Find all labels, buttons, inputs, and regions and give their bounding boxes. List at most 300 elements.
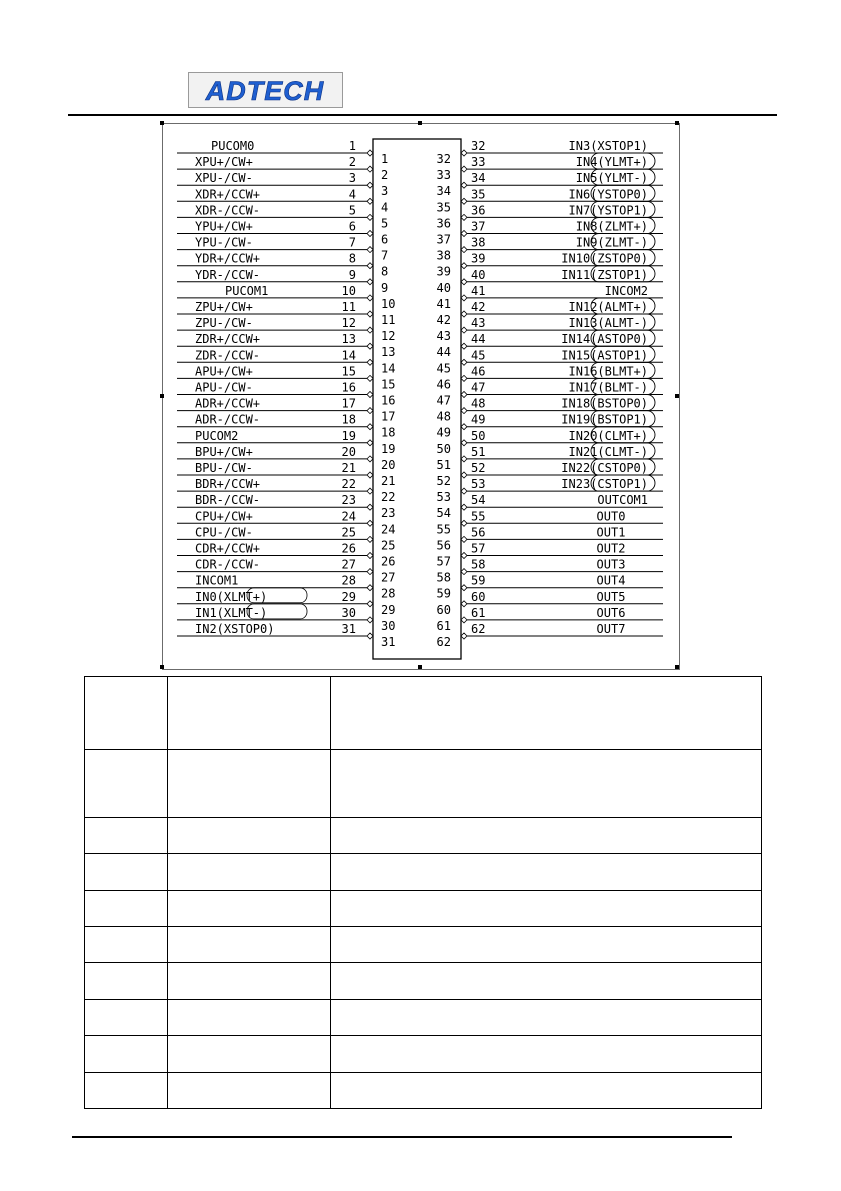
pin-number-inner-58: 58 xyxy=(436,570,451,585)
pin-number-outer-43: 43 xyxy=(471,316,486,331)
pin-terminal-left-11 xyxy=(367,311,373,317)
pin-number-inner-35: 35 xyxy=(436,200,451,215)
pin-number-inner-59: 59 xyxy=(436,586,451,601)
pin-label-left-13: ZDR+/CCW+ xyxy=(195,332,261,347)
pin-number-inner-49: 49 xyxy=(436,425,451,440)
pin-label-left-2: XPU+/CW+ xyxy=(195,155,253,170)
pin-label-right-37: IN8(ZLMT+) xyxy=(575,219,648,234)
pin-label-left-7: YPU-/CW- xyxy=(195,235,253,250)
pin-number-inner-54: 54 xyxy=(436,506,451,521)
table-row xyxy=(85,854,762,890)
pin-label-left-22: BDR+/CCW+ xyxy=(195,477,261,492)
pin-terminal-left-13 xyxy=(367,343,373,349)
table-cell xyxy=(168,749,331,817)
pin-label-right-43: IN13(ALMT-) xyxy=(568,316,648,331)
table-row xyxy=(85,818,762,854)
pin-terminal-right-54 xyxy=(461,504,467,510)
table-cell xyxy=(85,890,168,926)
selection-handle-ml xyxy=(160,394,164,398)
pin-terminal-right-50 xyxy=(461,440,467,446)
pin-terminal-right-48 xyxy=(461,408,467,414)
table-row xyxy=(85,1072,762,1108)
pin-label-left-26: CDR+/CCW+ xyxy=(195,541,261,556)
pin-number-inner-4: 4 xyxy=(381,200,389,215)
table-cell xyxy=(85,999,168,1035)
pin-number-inner-5: 5 xyxy=(381,216,389,231)
pin-terminal-right-59 xyxy=(461,585,467,591)
pin-number-outer-5: 5 xyxy=(348,203,356,218)
pin-number-inner-24: 24 xyxy=(381,522,396,537)
pin-number-inner-46: 46 xyxy=(436,377,451,392)
pin-number-outer-41: 41 xyxy=(471,283,486,298)
table-cell xyxy=(331,818,762,854)
pin-number-outer-35: 35 xyxy=(471,187,486,202)
pin-number-outer-27: 27 xyxy=(341,557,356,572)
pin-terminal-left-30 xyxy=(367,617,373,623)
pin-label-right-38: IN9(ZLMT-) xyxy=(575,235,648,250)
pin-number-inner-2: 2 xyxy=(381,168,389,183)
table-cell xyxy=(85,854,168,890)
pin-number-outer-6: 6 xyxy=(348,219,356,234)
pin-number-inner-47: 47 xyxy=(436,393,451,408)
pin-label-right-51: IN21(CLMT-) xyxy=(568,444,648,459)
pin-number-inner-25: 25 xyxy=(381,538,396,553)
pin-terminal-left-8 xyxy=(367,263,373,269)
pin-number-outer-36: 36 xyxy=(471,203,486,218)
pin-number-inner-6: 6 xyxy=(381,232,389,247)
pin-label-right-53: IN23(CSTOP1) xyxy=(561,477,648,492)
table-cell xyxy=(168,1072,331,1108)
pin-number-inner-27: 27 xyxy=(381,570,396,585)
pin-terminal-right-57 xyxy=(461,553,467,559)
pin-terminal-right-61 xyxy=(461,617,467,623)
pin-label-right-61: OUT6 xyxy=(596,605,626,620)
pin-terminal-right-46 xyxy=(461,375,467,381)
pin-number-inner-13: 13 xyxy=(381,345,396,360)
pin-number-outer-28: 28 xyxy=(341,573,356,588)
table-row xyxy=(85,749,762,817)
pin-number-inner-42: 42 xyxy=(436,313,451,327)
pin-number-inner-52: 52 xyxy=(436,474,451,488)
pin-label-right-50: IN20(CLMT+) xyxy=(568,428,648,443)
pin-number-outer-7: 7 xyxy=(348,235,356,250)
pin-label-right-45: IN15(ASTOP1) xyxy=(561,348,648,363)
pin-terminal-left-25 xyxy=(367,536,373,542)
pin-number-outer-45: 45 xyxy=(471,348,486,363)
pin-number-inner-14: 14 xyxy=(381,361,396,376)
pin-number-outer-30: 30 xyxy=(341,605,356,620)
pin-label-left-6: YPU+/CW+ xyxy=(195,219,253,234)
pin-number-inner-8: 8 xyxy=(381,264,389,279)
pin-label-left-11: ZPU+/CW+ xyxy=(195,300,253,314)
table-cell xyxy=(331,677,762,750)
pin-terminal-right-49 xyxy=(461,424,467,430)
pin-label-right-48: IN18(BSTOP0) xyxy=(561,396,648,411)
pin-number-inner-18: 18 xyxy=(381,425,396,440)
pin-number-outer-31: 31 xyxy=(341,622,356,636)
pin-number-inner-57: 57 xyxy=(436,554,451,569)
pin-label-right-41: INCOM2 xyxy=(604,283,648,298)
pin-number-inner-28: 28 xyxy=(381,586,396,601)
pin-terminal-right-36 xyxy=(461,214,467,220)
pin-number-inner-38: 38 xyxy=(436,248,451,263)
table-row xyxy=(85,1036,762,1072)
pin-terminal-right-43 xyxy=(461,327,467,333)
pin-label-right-49: IN19(BSTOP1) xyxy=(561,412,648,427)
pin-label-right-62: OUT7 xyxy=(596,622,626,636)
header-rule xyxy=(68,114,777,116)
pin-label-right-59: OUT4 xyxy=(596,573,626,588)
table-cell xyxy=(168,677,331,750)
pin-number-inner-15: 15 xyxy=(381,377,396,392)
adtech-logo-graphic xyxy=(189,73,342,107)
pin-number-outer-48: 48 xyxy=(471,396,486,411)
pin-number-inner-60: 60 xyxy=(436,602,451,617)
table-row xyxy=(85,890,762,926)
table-row xyxy=(85,999,762,1035)
pin-label-left-30: IN1(XLMT-) xyxy=(195,605,268,620)
pin-label-right-40: IN11(ZSTOP1) xyxy=(561,267,648,282)
pin-number-outer-19: 19 xyxy=(341,428,356,443)
pin-label-left-4: XDR+/CCW+ xyxy=(195,187,261,202)
table-cell xyxy=(331,927,762,963)
pin-terminal-right-38 xyxy=(461,247,467,253)
table-cell xyxy=(85,818,168,854)
pin-label-left-24: CPU+/CW+ xyxy=(195,509,253,524)
pin-label-right-33: IN4(YLMT+) xyxy=(575,155,648,170)
pin-number-outer-55: 55 xyxy=(471,509,486,524)
pin-number-outer-10: 10 xyxy=(341,283,356,298)
pin-label-left-28: INCOM1 xyxy=(195,573,239,588)
table-cell xyxy=(168,854,331,890)
pin-number-outer-13: 13 xyxy=(341,332,356,347)
pin-terminal-left-16 xyxy=(367,392,373,398)
pin-number-inner-29: 29 xyxy=(381,602,396,617)
pin-label-left-17: ADR+/CCW+ xyxy=(195,396,261,411)
pin-label-right-35: IN6(YSTOP0) xyxy=(568,187,648,202)
pin-number-outer-59: 59 xyxy=(471,573,486,588)
pin-terminal-left-5 xyxy=(367,214,373,220)
pin-label-left-1: PUCOM0 xyxy=(211,139,255,153)
pin-number-inner-9: 9 xyxy=(381,280,389,295)
pin-terminal-left-26 xyxy=(367,553,373,559)
table-cell xyxy=(85,1036,168,1072)
pin-terminal-right-33 xyxy=(461,166,467,172)
pin-number-inner-50: 50 xyxy=(436,441,451,456)
pin-label-right-56: OUT1 xyxy=(596,525,626,540)
pin-label-left-18: ADR-/CCW- xyxy=(195,412,261,427)
pin-number-inner-62: 62 xyxy=(436,635,451,649)
pin-label-right-54: OUTCOM1 xyxy=(597,493,648,508)
pin-number-inner-40: 40 xyxy=(436,280,451,295)
table-cell xyxy=(168,818,331,854)
pin-terminal-left-20 xyxy=(367,456,373,462)
pin-number-outer-39: 39 xyxy=(471,251,486,266)
pin-label-right-58: OUT3 xyxy=(596,557,626,572)
pin-number-inner-55: 55 xyxy=(436,522,451,537)
pin-terminal-left-22 xyxy=(367,488,373,494)
pin-number-inner-48: 48 xyxy=(436,409,451,424)
pin-terminal-right-51 xyxy=(461,456,467,462)
adtech-logo xyxy=(188,72,343,108)
pin-number-outer-32: 32 xyxy=(471,139,486,153)
table-cell xyxy=(331,890,762,926)
pin-number-inner-34: 34 xyxy=(436,184,451,199)
table-cell xyxy=(85,677,168,750)
pin-terminal-left-17 xyxy=(367,408,373,414)
pin-terminal-right-62 xyxy=(461,633,467,639)
pin-terminal-right-37 xyxy=(461,231,467,237)
pin-number-inner-39: 39 xyxy=(436,264,451,279)
footer-rule xyxy=(72,1136,732,1138)
pin-terminal-left-21 xyxy=(367,472,373,478)
pin-number-outer-12: 12 xyxy=(341,316,356,331)
pin-number-inner-12: 12 xyxy=(381,329,396,344)
selection-handle-mr xyxy=(675,394,679,398)
pin-number-outer-38: 38 xyxy=(471,235,486,250)
pin-terminal-left-2 xyxy=(367,166,373,172)
pin-label-left-14: ZDR-/CCW- xyxy=(195,348,261,363)
pin-terminal-left-1 xyxy=(367,150,373,156)
pin-number-outer-14: 14 xyxy=(341,348,356,363)
pin-label-left-16: APU-/CW- xyxy=(195,380,253,395)
pin-terminal-left-4 xyxy=(367,198,373,204)
pin-terminal-right-32 xyxy=(461,150,467,156)
pin-label-left-29: IN0(XLMT+) xyxy=(195,589,268,604)
pin-terminal-right-40 xyxy=(461,279,467,285)
pin-number-inner-16: 16 xyxy=(381,393,396,408)
pin-terminal-right-47 xyxy=(461,392,467,398)
pin-terminal-left-10 xyxy=(367,295,373,301)
pin-terminal-right-34 xyxy=(461,182,467,188)
table-cell xyxy=(331,963,762,999)
pin-terminal-left-14 xyxy=(367,359,373,365)
pin-label-left-27: CDR-/CCW- xyxy=(195,557,261,572)
pin-label-right-46: IN16(BLMT+) xyxy=(568,364,648,379)
pin-terminal-left-9 xyxy=(367,279,373,285)
table-row xyxy=(85,677,762,750)
pin-label-left-21: BPU-/CW- xyxy=(195,461,253,475)
pin-number-outer-20: 20 xyxy=(341,444,356,459)
pin-number-inner-32: 32 xyxy=(436,152,451,166)
pin-terminal-left-28 xyxy=(367,585,373,591)
pin-number-outer-47: 47 xyxy=(471,380,486,395)
pin-number-outer-42: 42 xyxy=(471,300,486,314)
pin-description-table xyxy=(84,676,762,1109)
pin-label-left-8: YDR+/CCW+ xyxy=(195,251,261,266)
pin-number-inner-36: 36 xyxy=(436,216,451,231)
pin-number-outer-57: 57 xyxy=(471,541,486,556)
pin-number-outer-9: 9 xyxy=(348,267,356,282)
pin-terminal-right-44 xyxy=(461,343,467,349)
pin-number-inner-10: 10 xyxy=(381,296,396,311)
pin-number-outer-62: 62 xyxy=(471,622,486,636)
pin-number-outer-40: 40 xyxy=(471,267,486,282)
pin-terminal-right-56 xyxy=(461,536,467,542)
pin-number-inner-30: 30 xyxy=(381,618,396,633)
pin-number-outer-21: 21 xyxy=(341,461,356,475)
pin-number-outer-50: 50 xyxy=(471,428,486,443)
selection-handle-tr xyxy=(675,121,679,125)
pin-label-left-25: CPU-/CW- xyxy=(195,525,253,540)
pin-number-outer-23: 23 xyxy=(341,493,356,508)
pin-label-right-44: IN14(ASTOP0) xyxy=(561,332,648,347)
pin-number-outer-25: 25 xyxy=(341,525,356,540)
pin-number-inner-53: 53 xyxy=(436,490,451,505)
pin-label-right-36: IN7(YSTOP1) xyxy=(568,203,648,218)
pin-terminal-right-42 xyxy=(461,311,467,317)
selection-handle-tl xyxy=(160,121,164,125)
pin-label-left-31: IN2(XSTOP0) xyxy=(195,622,275,636)
pin-terminal-left-7 xyxy=(367,247,373,253)
pin-number-outer-33: 33 xyxy=(471,155,486,170)
pin-label-left-19: PUCOM2 xyxy=(195,428,239,443)
pin-number-outer-37: 37 xyxy=(471,219,486,234)
pin-number-inner-19: 19 xyxy=(381,441,396,456)
pin-number-inner-23: 23 xyxy=(381,506,396,521)
pin-number-inner-41: 41 xyxy=(436,296,451,311)
pin-terminal-left-15 xyxy=(367,375,373,381)
pin-terminal-right-58 xyxy=(461,569,467,575)
pin-number-outer-44: 44 xyxy=(471,332,486,347)
pin-label-right-57: OUT2 xyxy=(596,541,626,556)
pin-number-outer-54: 54 xyxy=(471,493,486,508)
pin-number-outer-26: 26 xyxy=(341,541,356,556)
pin-number-inner-17: 17 xyxy=(381,409,396,424)
pin-number-outer-16: 16 xyxy=(341,380,356,395)
pin-number-inner-11: 11 xyxy=(381,313,396,327)
table-cell xyxy=(331,749,762,817)
pin-number-outer-29: 29 xyxy=(341,589,356,604)
selection-handle-br xyxy=(675,665,679,669)
pin-number-outer-52: 52 xyxy=(471,461,486,475)
pin-number-outer-3: 3 xyxy=(348,171,356,186)
pin-label-right-52: IN22(CSTOP0) xyxy=(561,461,648,475)
pin-terminal-left-18 xyxy=(367,424,373,430)
pin-number-inner-20: 20 xyxy=(381,457,396,472)
pin-number-outer-18: 18 xyxy=(341,412,356,427)
pin-terminal-left-6 xyxy=(367,231,373,237)
pin-number-outer-49: 49 xyxy=(471,412,486,427)
table-row xyxy=(85,963,762,999)
pin-label-left-20: BPU+/CW+ xyxy=(195,444,253,459)
pin-number-outer-1: 1 xyxy=(348,139,356,153)
pin-terminal-right-53 xyxy=(461,488,467,494)
table-cell xyxy=(331,854,762,890)
table-cell xyxy=(168,1036,331,1072)
pin-number-outer-4: 4 xyxy=(348,187,356,202)
table-row xyxy=(85,927,762,963)
table-cell xyxy=(168,963,331,999)
pin-label-left-3: XPU-/CW- xyxy=(195,171,253,186)
pin-terminal-right-60 xyxy=(461,601,467,607)
pin-label-left-12: ZPU-/CW- xyxy=(195,316,253,331)
table-cell xyxy=(331,1072,762,1108)
pin-number-outer-17: 17 xyxy=(341,396,356,411)
pin-label-right-39: IN10(ZSTOP0) xyxy=(561,251,648,266)
pin-terminal-right-55 xyxy=(461,520,467,526)
selection-handle-tc xyxy=(418,121,422,125)
pin-number-inner-33: 33 xyxy=(436,168,451,183)
pin-terminal-left-3 xyxy=(367,182,373,188)
pin-label-left-23: BDR-/CCW- xyxy=(195,493,261,508)
pin-number-outer-60: 60 xyxy=(471,589,486,604)
pin-terminal-right-52 xyxy=(461,472,467,478)
table-cell xyxy=(331,1036,762,1072)
pin-terminal-left-29 xyxy=(367,601,373,607)
pin-number-inner-22: 22 xyxy=(381,490,396,505)
pin-label-right-42: IN12(ALMT+) xyxy=(568,300,648,314)
pin-number-inner-37: 37 xyxy=(436,232,451,247)
pin-number-outer-11: 11 xyxy=(341,300,356,314)
pin-number-inner-56: 56 xyxy=(436,538,451,553)
pinout-svg xyxy=(163,124,681,671)
table-cell xyxy=(331,999,762,1035)
pin-number-outer-61: 61 xyxy=(471,605,486,620)
pin-terminal-left-27 xyxy=(367,569,373,575)
pin-number-outer-56: 56 xyxy=(471,525,486,540)
pin-number-inner-31: 31 xyxy=(381,635,396,649)
pin-terminal-left-19 xyxy=(367,440,373,446)
pin-number-inner-45: 45 xyxy=(436,361,451,376)
pin-label-right-55: OUT0 xyxy=(596,509,626,524)
pin-label-right-47: IN17(BLMT-) xyxy=(568,380,648,395)
pin-label-right-60: OUT5 xyxy=(596,589,626,604)
pin-number-outer-15: 15 xyxy=(341,364,356,379)
pin-number-inner-43: 43 xyxy=(436,329,451,344)
pin-terminal-right-35 xyxy=(461,198,467,204)
table-cell xyxy=(85,749,168,817)
pin-terminal-right-45 xyxy=(461,359,467,365)
table-cell xyxy=(168,890,331,926)
pin-number-inner-1: 1 xyxy=(381,152,389,166)
pin-number-inner-21: 21 xyxy=(381,474,396,488)
pin-terminal-left-12 xyxy=(367,327,373,333)
table-cell xyxy=(168,999,331,1035)
selection-handle-bl xyxy=(160,665,164,669)
pin-number-outer-8: 8 xyxy=(348,251,356,266)
pin-number-outer-51: 51 xyxy=(471,444,486,459)
pin-terminal-left-24 xyxy=(367,520,373,526)
pin-number-inner-3: 3 xyxy=(381,184,389,199)
pin-number-outer-2: 2 xyxy=(348,155,356,170)
pin-number-outer-34: 34 xyxy=(471,171,486,186)
table-cell xyxy=(85,963,168,999)
pin-label-left-15: APU+/CW+ xyxy=(195,364,253,379)
table-cell xyxy=(85,1072,168,1108)
pin-number-inner-7: 7 xyxy=(381,248,389,263)
logo-wordmark: ADTECH xyxy=(205,76,325,106)
table-cell xyxy=(85,927,168,963)
pin-number-outer-53: 53 xyxy=(471,477,486,492)
selection-handle-bc xyxy=(418,665,422,669)
pin-terminal-left-23 xyxy=(367,504,373,510)
pin-label-right-32: IN3(XSTOP1) xyxy=(568,139,648,153)
table-cell xyxy=(168,927,331,963)
pin-number-outer-24: 24 xyxy=(341,509,356,524)
pin-terminal-left-31 xyxy=(367,633,373,639)
pin-label-left-10: PUCOM1 xyxy=(225,283,269,298)
pin-terminal-right-41 xyxy=(461,295,467,301)
pin-number-outer-46: 46 xyxy=(471,364,486,379)
pin-label-left-9: YDR-/CCW- xyxy=(195,267,261,282)
pin-number-inner-61: 61 xyxy=(436,618,451,633)
pin-number-outer-58: 58 xyxy=(471,557,486,572)
connector-pinout-diagram xyxy=(162,123,680,670)
pin-label-right-34: IN5(YLMT-) xyxy=(575,171,648,186)
pin-number-outer-22: 22 xyxy=(341,477,356,492)
pin-number-inner-26: 26 xyxy=(381,554,396,569)
